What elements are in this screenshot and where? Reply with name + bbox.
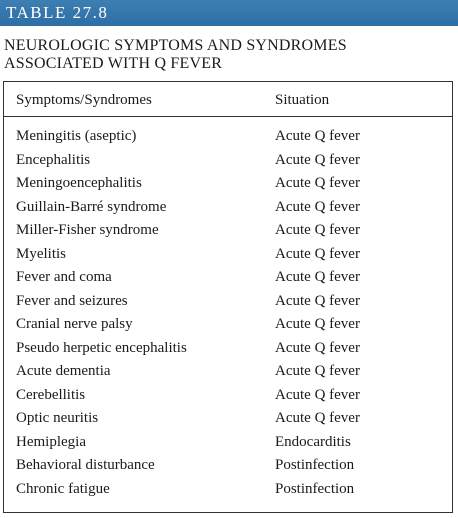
table-row bbox=[4, 266, 452, 290]
situation-cell: Acute Q fever bbox=[275, 386, 360, 403]
table-row bbox=[4, 478, 452, 502]
symptom-cell: Pseudo herpetic encephalitis bbox=[16, 339, 187, 356]
situation-cell: Acute Q fever bbox=[275, 316, 360, 332]
situation-cell: Acute Q fever bbox=[275, 410, 360, 426]
table-label-bar bbox=[0, 0, 458, 26]
table-row bbox=[4, 125, 452, 149]
table-row bbox=[4, 431, 452, 455]
table-number-label: TABLE 27.8 bbox=[6, 3, 109, 22]
symptom-cell: Optic neuritis bbox=[16, 410, 99, 426]
symptom-cell: Meningoencephalitis bbox=[16, 175, 142, 191]
symptom-cell: Miller-Fisher syndrome bbox=[16, 222, 159, 238]
table-row bbox=[4, 384, 452, 408]
situation-cell: Postinfection bbox=[275, 480, 355, 497]
situation-cell: Acute Q fever bbox=[275, 363, 360, 379]
table-row bbox=[4, 149, 452, 173]
symptom-cell: Fever and seizures bbox=[16, 292, 128, 309]
table-caption bbox=[4, 37, 454, 73]
symptom-cell: Meningitis (aseptic) bbox=[16, 128, 137, 144]
symptom-cell: Myelitis bbox=[16, 245, 67, 262]
symptom-cell: Cerebellitis bbox=[16, 386, 86, 403]
situation-cell: Postinfection bbox=[275, 457, 355, 473]
situation-cell: Acute Q fever bbox=[275, 339, 360, 356]
table-row bbox=[4, 454, 452, 478]
table-row bbox=[4, 360, 452, 384]
column-header-symptoms: Symptoms/Syndromes bbox=[16, 92, 152, 108]
table-row bbox=[4, 196, 452, 220]
situation-cell: Acute Q fever bbox=[275, 222, 360, 238]
situation-cell: Acute Q fever bbox=[275, 245, 360, 262]
symptom-cell: Chronic fatigue bbox=[16, 480, 110, 497]
table-row bbox=[4, 243, 452, 267]
table-row bbox=[4, 407, 452, 431]
caption-line-2: ASSOCIATED WITH Q FEVER bbox=[4, 55, 223, 72]
situation-cell: Acute Q fever bbox=[275, 269, 360, 285]
table-row bbox=[4, 337, 452, 361]
situation-cell: Acute Q fever bbox=[275, 292, 360, 309]
table-row bbox=[4, 313, 452, 337]
situation-cell: Acute Q fever bbox=[275, 175, 360, 191]
situation-cell: Acute Q fever bbox=[275, 151, 360, 168]
column-header-situation: Situation bbox=[275, 92, 330, 108]
symptom-cell: Acute dementia bbox=[16, 363, 111, 379]
table-row bbox=[4, 219, 452, 243]
table-row bbox=[4, 172, 452, 196]
symptom-cell: Guillain-Barré syndrome bbox=[16, 198, 167, 215]
symptom-cell: Cranial nerve palsy bbox=[16, 316, 133, 332]
situation-cell: Acute Q fever bbox=[275, 128, 360, 144]
table-body bbox=[4, 125, 452, 501]
table-header-row bbox=[4, 82, 452, 117]
symptom-cell: Hemiplegia bbox=[16, 433, 86, 450]
symptom-cell: Behavioral disturbance bbox=[16, 457, 155, 473]
situation-cell: Endocarditis bbox=[275, 433, 351, 450]
caption-line-1: NEUROLOGIC SYMPTOMS AND SYNDROMES bbox=[4, 37, 347, 54]
symptom-cell: Encephalitis bbox=[16, 151, 91, 168]
symptom-cell: Fever and coma bbox=[16, 269, 112, 285]
table-row bbox=[4, 290, 452, 314]
data-table bbox=[3, 81, 453, 513]
situation-cell: Acute Q fever bbox=[275, 198, 360, 215]
